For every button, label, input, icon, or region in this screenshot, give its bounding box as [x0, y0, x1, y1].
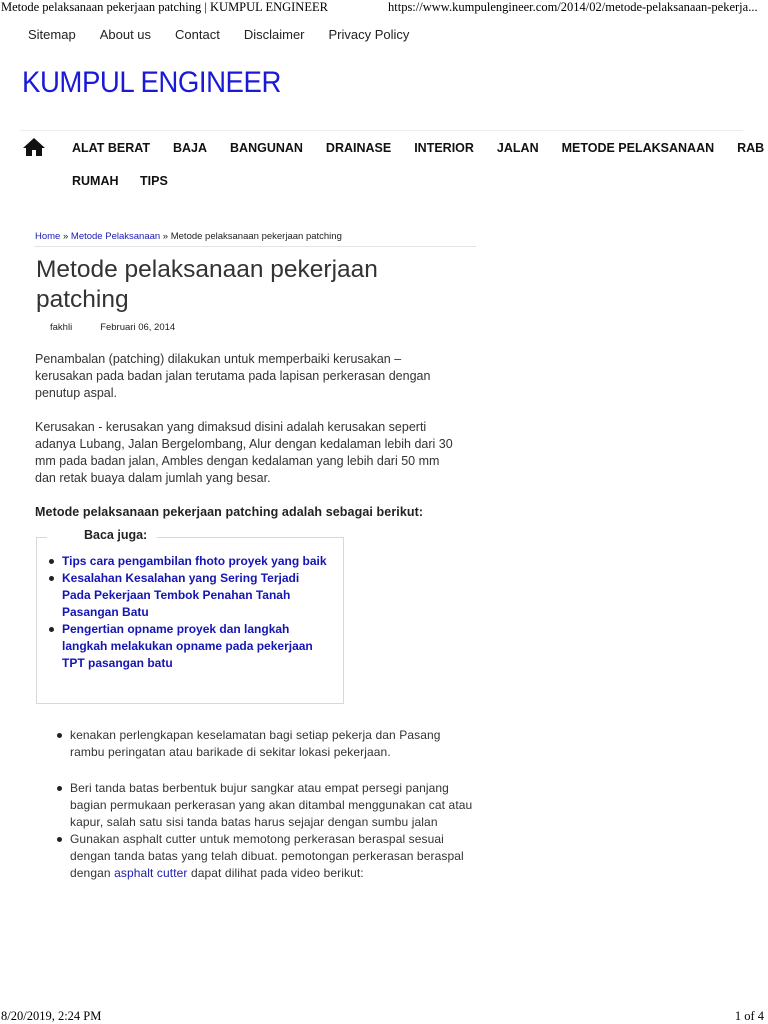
nav-item-tips[interactable]: TIPS — [140, 174, 168, 188]
step-item: Beri tanda batas berbentuk bujur sangkar atau empat persegi panjang bagian permukaan perkerasan yang akan ditambal menggunakan cat atau kapur, salah satu sisi tanda batas harus sejajar dengan sumbu jalan — [56, 780, 476, 831]
post-meta — [50, 322, 175, 333]
nav-divider — [20, 130, 743, 131]
related-post-link[interactable]: Pengertian opname proyek dan langkah langkah melakukan opname pada pekerjaan TPT pasangan batu — [45, 621, 330, 672]
steps-list — [56, 727, 476, 882]
breadcrumb-separator: » — [160, 231, 171, 242]
nav-item-metode-pelaksanaan[interactable]: METODE PELAKSANAAN — [561, 141, 715, 155]
breadcrumb-category[interactable]: Metode Pelaksanaan — [70, 231, 161, 242]
nav-item-bangunan[interactable]: BANGUNAN — [230, 141, 303, 155]
related-posts-list — [45, 553, 330, 672]
post-subheading: Metode pelaksanaan pekerjaan patching adalah sebagai berikut: — [35, 505, 424, 519]
related-post-link[interactable]: Tips cara pengambilan fhoto proyek yang baik — [45, 553, 330, 570]
top-nav-privacy-policy[interactable]: Privacy Policy — [328, 27, 410, 42]
print-page-number: 1 of 4 — [734, 1009, 764, 1023]
nav-item-baja[interactable]: BAJA — [172, 141, 208, 155]
post-author[interactable]: fakhli — [50, 322, 73, 333]
print-page-title: Metode pelaksanaan pekerjaan patching | KUMPUL ENGINEER — [1, 0, 328, 14]
nav-item-rab[interactable]: RAB — [737, 141, 765, 155]
nav-item-interior[interactable]: INTERIOR — [414, 141, 474, 155]
breadcrumb-divider — [34, 246, 476, 247]
nav-item-alat-berat[interactable]: ALAT BERAT — [72, 141, 150, 155]
top-nav-disclaimer[interactable]: Disclaimer — [243, 27, 305, 42]
step-text: dapat dilihat pada video berikut: — [187, 866, 364, 880]
step-item: kenakan perlengkapan keselamatan bagi setiap pekerja dan Pasang rambu peringatan atau barikade di sekitar lokasi pekerjaan. — [56, 727, 476, 761]
step-item — [56, 831, 476, 882]
top-nav-about-us[interactable]: About us — [99, 27, 152, 42]
nav-item-drainase[interactable]: DRAINASE — [325, 141, 392, 155]
post-title: Metode pelaksanaan pekerjaan patching — [36, 256, 378, 313]
asphalt-cutter-link[interactable]: asphalt cutter — [114, 866, 188, 880]
print-header — [0, 0, 768, 16]
print-page-url: https://www.kumpulengineer.com/2014/02/metode-pelaksanaan-pekerja... — [388, 0, 758, 14]
nav-item-rumah[interactable]: RUMAH — [72, 174, 119, 188]
top-nav-sitemap[interactable]: Sitemap — [28, 27, 76, 42]
post-paragraph: Penambalan (patching) dilakukan untuk memperbaiki kerusakan – kerusakan pada badan jalan terutama pada lapisan perkerasan dengan penutup aspal. — [35, 352, 431, 400]
post-date: Februari 06, 2014 — [100, 322, 176, 333]
nav-item-jalan[interactable]: JALAN — [496, 141, 539, 155]
step-text: Gunakan asphalt cutter untuk memotong perkerasan beraspal sesuai dengan tanda batas yang telah dibuat. pemotongan perkerasan beraspal dengan — [70, 832, 464, 880]
top-nav-contact[interactable]: Contact — [175, 27, 220, 42]
print-datetime: 8/20/2019, 2:24 PM — [1, 1009, 102, 1023]
home-icon[interactable] — [22, 137, 46, 157]
related-posts-label: Baca juga: — [47, 528, 157, 542]
post-paragraph: Kerusakan - kerusakan yang dimaksud disini adalah kerusakan seperti adanya Lubang, Jalan Bergelombang, Alur dengan kedalaman lebih dari 30 mm pada badan jalan, Ambles dengan kedalaman yang lebih dari 50 mm dan retak buaya dalam jumlah yang besar. — [35, 420, 453, 485]
breadcrumb — [35, 231, 342, 242]
top-nav — [28, 27, 433, 42]
related-post-link[interactable]: Kesalahan Kesalahan yang Sering Terjadi Pada Pekerjaan Tembok Penahan Tanah Pasangan Batu — [45, 570, 330, 621]
site-logo[interactable]: KUMPUL ENGINEER — [22, 66, 281, 99]
breadcrumb-home[interactable]: Home — [35, 231, 61, 242]
breadcrumb-separator: » — [60, 231, 71, 242]
breadcrumb-current: Metode pelaksanaan pekerjaan patching — [170, 231, 342, 242]
